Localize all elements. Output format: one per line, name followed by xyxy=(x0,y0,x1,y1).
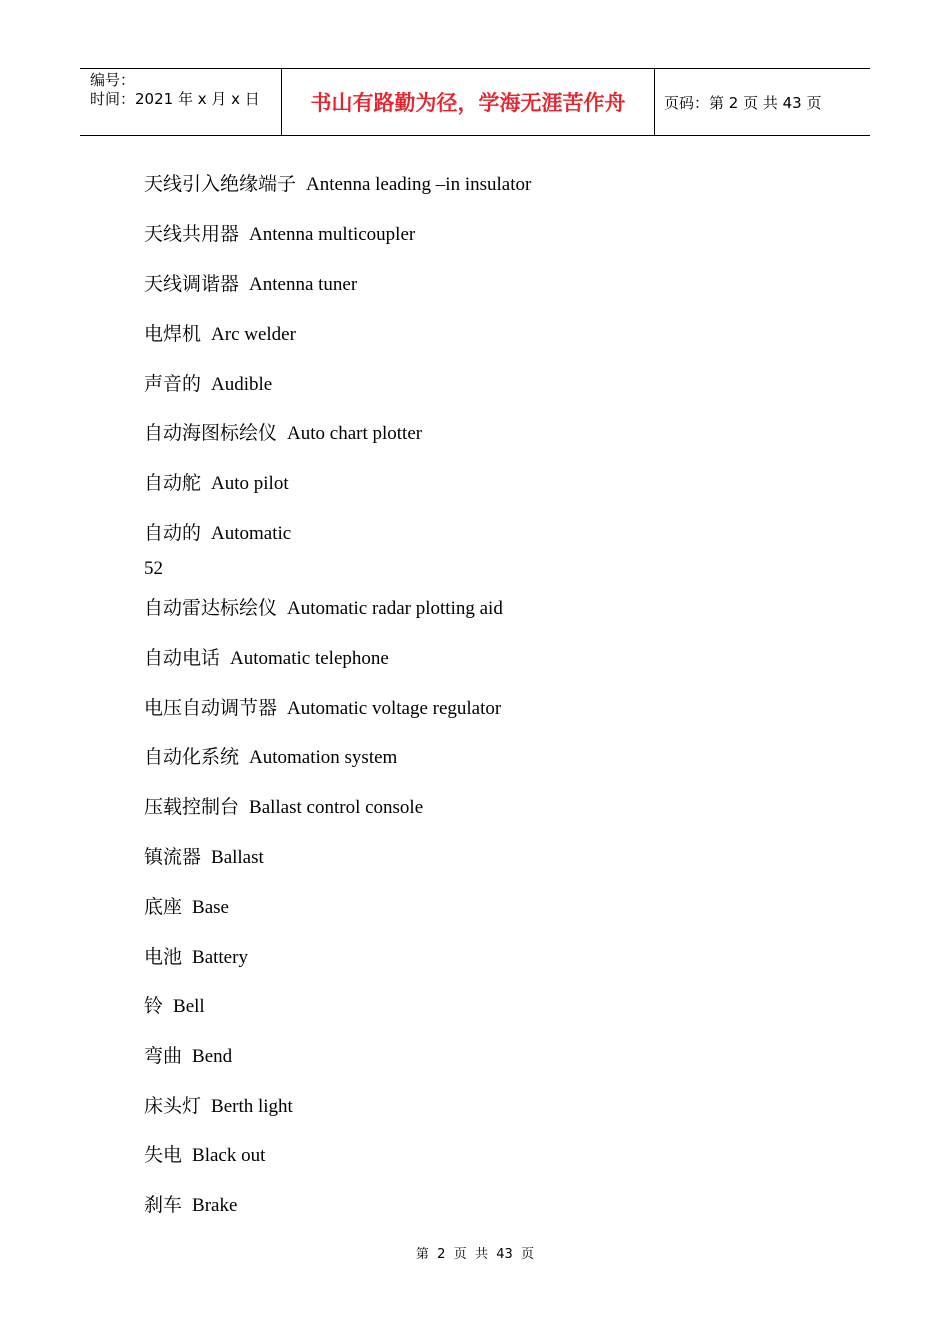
entry-chinese-term: 弯曲 xyxy=(144,1045,183,1067)
entry-english-term: Antenna tuner xyxy=(249,274,358,295)
entry-english-term: Audible xyxy=(211,374,273,395)
entry-chinese-term: 声音的 xyxy=(144,373,202,395)
entry-english-term: Arc welder xyxy=(211,324,296,345)
entry-english-term: Automatic radar plotting aid xyxy=(287,598,503,619)
entry-chinese-term: 电池 xyxy=(144,946,183,968)
glossary-entry xyxy=(144,471,289,496)
entry-english-term: Antenna leading –in insulator xyxy=(306,174,532,195)
entry-english-term: Automatic xyxy=(211,523,292,544)
entry-english-term: Auto pilot xyxy=(211,473,289,494)
entry-chinese-term: 镇流器 xyxy=(144,846,202,868)
entry-chinese-term: 电焊机 xyxy=(144,323,202,345)
entry-english-term: Bend xyxy=(192,1046,233,1067)
entry-english-term: Automatic telephone xyxy=(230,648,389,669)
header-motto: 书山有路勤为径，学海无涯苦作舟 xyxy=(310,91,626,115)
glossary-entry xyxy=(144,945,248,970)
glossary-entry xyxy=(144,1094,293,1119)
header-number-label: 编号： xyxy=(90,71,136,89)
header-page-cell xyxy=(655,69,870,135)
glossary-entry xyxy=(144,272,357,297)
glossary-entry xyxy=(144,421,422,446)
glossary-entry xyxy=(144,845,264,870)
glossary-entry xyxy=(144,172,531,197)
entry-english-term: Automation system xyxy=(249,747,398,768)
header-page-info: 页码：第 2 页 共 43 页 xyxy=(664,94,822,112)
entry-english-term: Base xyxy=(192,897,229,918)
glossary-entry xyxy=(144,521,291,546)
header-meta-cell xyxy=(80,69,282,135)
entry-english-term: Ballast xyxy=(211,847,264,868)
entry-english-term: Antenna multicoupler xyxy=(249,224,416,245)
entry-chinese-term: 自动海图标绘仪 xyxy=(144,422,278,444)
glossary-entry xyxy=(144,994,205,1019)
glossary-entry xyxy=(144,1143,265,1168)
entry-chinese-term: 压载控制台 xyxy=(144,796,240,818)
glossary-entry xyxy=(144,895,229,920)
entry-english-term: Brake xyxy=(192,1195,238,1216)
entry-chinese-term: 电压自动调节器 xyxy=(144,697,278,719)
entry-english-term: Bell xyxy=(173,996,205,1017)
entry-chinese-term: 天线调谐器 xyxy=(144,273,240,295)
entry-chinese-term: 自动舵 xyxy=(144,472,202,494)
entry-chinese-term: 自动电话 xyxy=(144,647,221,669)
entry-english-term: Berth light xyxy=(211,1096,293,1117)
entry-chinese-term: 自动的 xyxy=(144,522,202,544)
entry-chinese-term: 自动雷达标绘仪 xyxy=(144,597,278,619)
glossary-entry xyxy=(144,795,423,820)
entry-chinese-term: 天线共用器 xyxy=(144,223,240,245)
stray-page-number: 52 xyxy=(144,558,163,579)
glossary-entry xyxy=(144,646,389,671)
entry-chinese-term: 底座 xyxy=(144,896,183,918)
glossary-entry xyxy=(144,372,272,397)
glossary-entry xyxy=(144,322,296,347)
entry-english-term: Automatic voltage regulator xyxy=(287,698,502,719)
entry-english-term: Auto chart plotter xyxy=(287,423,423,444)
glossary-entry xyxy=(144,1193,237,1218)
entry-chinese-term: 天线引入绝缘端子 xyxy=(144,173,297,195)
entry-chinese-term: 失电 xyxy=(144,1144,183,1166)
entry-chinese-term: 自动化系统 xyxy=(144,746,240,768)
header-time-label: 时间：2021 年 x 月 x 日 xyxy=(90,90,260,108)
entry-chinese-term: 刹车 xyxy=(144,1194,183,1216)
entry-english-term: Ballast control console xyxy=(249,797,424,818)
entry-chinese-term: 床头灯 xyxy=(144,1095,202,1117)
glossary-entry xyxy=(144,696,501,721)
page-header xyxy=(80,68,870,136)
glossary-entry xyxy=(144,745,397,770)
entry-english-term: Battery xyxy=(192,947,248,968)
glossary-entry xyxy=(144,1044,232,1069)
page-footer: 第 2 页 共 43 页 xyxy=(415,1247,535,1262)
glossary-entry xyxy=(144,222,415,247)
entry-english-term: Black out xyxy=(192,1145,266,1166)
entry-chinese-term: 铃 xyxy=(144,995,164,1017)
header-motto-cell xyxy=(282,69,655,135)
glossary-entry xyxy=(144,596,503,621)
